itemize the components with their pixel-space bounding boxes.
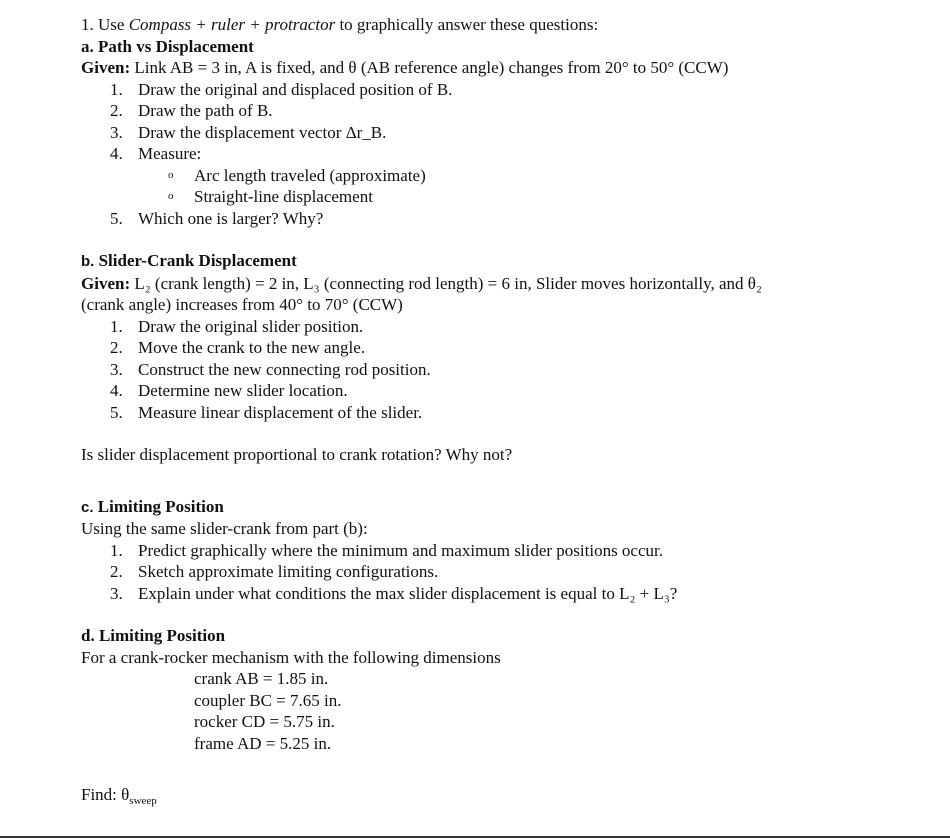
bullet-item: o Straight-line displacement xyxy=(168,187,373,206)
list-item: 2. Sketch approximate limiting configurations. xyxy=(110,562,439,581)
part-b-given-cont: (crank angle) increases from 40° to 70° (CCW) xyxy=(81,295,403,314)
part-a-given: Given: Link AB = 3 in, A is fixed, and θ (AB reference angle) changes from 20° to 50° (CCW) xyxy=(81,58,729,77)
bullet-item: o Arc length traveled (approximate) xyxy=(168,165,426,185)
part-d-dimensions xyxy=(81,668,931,754)
list-item: 4. Determine new slider location. xyxy=(110,381,348,400)
question-intro: 1. Use Compass + ruler + protractor to graphically answer these questions: xyxy=(81,15,599,34)
list-item: 5. Measure linear displacement of the slider. xyxy=(110,402,423,422)
list-item: 3. Explain under what conditions the max slider displacement is equal to L₂ + L₃? xyxy=(110,583,678,603)
part-c-steps xyxy=(81,540,931,605)
list-item: 3. Construct the new connecting rod position. xyxy=(110,359,431,379)
part-c-intro: Using the same slider-crank from part (b): xyxy=(81,519,368,538)
dimension-item: crank AB = 1.85 in. xyxy=(194,669,329,688)
part-c-heading: c. Limiting Position xyxy=(81,496,224,516)
bullet-icon: o xyxy=(168,190,174,202)
part-d-find: Find: $\theta_{sweep}$ xyxy=(81,785,157,807)
part-d-heading: d. Limiting Position xyxy=(81,626,226,645)
part-b-steps xyxy=(81,316,931,424)
part-b-question: Is slider displacement proportional to crank rotation? Why not? xyxy=(81,445,513,464)
document-page xyxy=(81,14,931,813)
part-a-steps xyxy=(81,79,931,165)
list-item: 2. Draw the path of B. xyxy=(110,101,273,120)
dimension-item: coupler BC = 7.65 in. xyxy=(194,690,342,710)
part-b-heading: b. Slider-Crank Displacement xyxy=(81,251,297,270)
bullet-icon: o xyxy=(168,168,174,181)
part-d-intro: For a crank-rocker mechanism with the following dimensions xyxy=(81,647,501,667)
list-item: 5. Which one is larger? Why? xyxy=(110,208,324,228)
part-a-bullets xyxy=(81,165,931,208)
list-item: 4. Measure: xyxy=(110,144,202,163)
dimension-item: rocker CD = 5.75 in. xyxy=(194,712,335,731)
list-item: 1. Draw the original and displaced position of B. xyxy=(110,79,453,99)
list-item: 1. Draw the original slider position. xyxy=(110,316,364,336)
part-b-given: Given: L₂ (crank length) = 2 in, L₃ (connecting rod length) = 6 in, Slider moves horizontally, and θ₂ xyxy=(81,273,762,293)
part-a-heading: a. Path vs Displacement xyxy=(81,36,254,56)
dimension-item: frame AD = 5.25 in. xyxy=(194,733,332,753)
list-item: 2. Move the crank to the new angle. xyxy=(110,338,366,357)
list-item: 1. Predict graphically where the minimum and maximum slider positions occur. xyxy=(110,540,663,560)
list-item: 3. Draw the displacement vector Δr_B. xyxy=(110,122,387,142)
